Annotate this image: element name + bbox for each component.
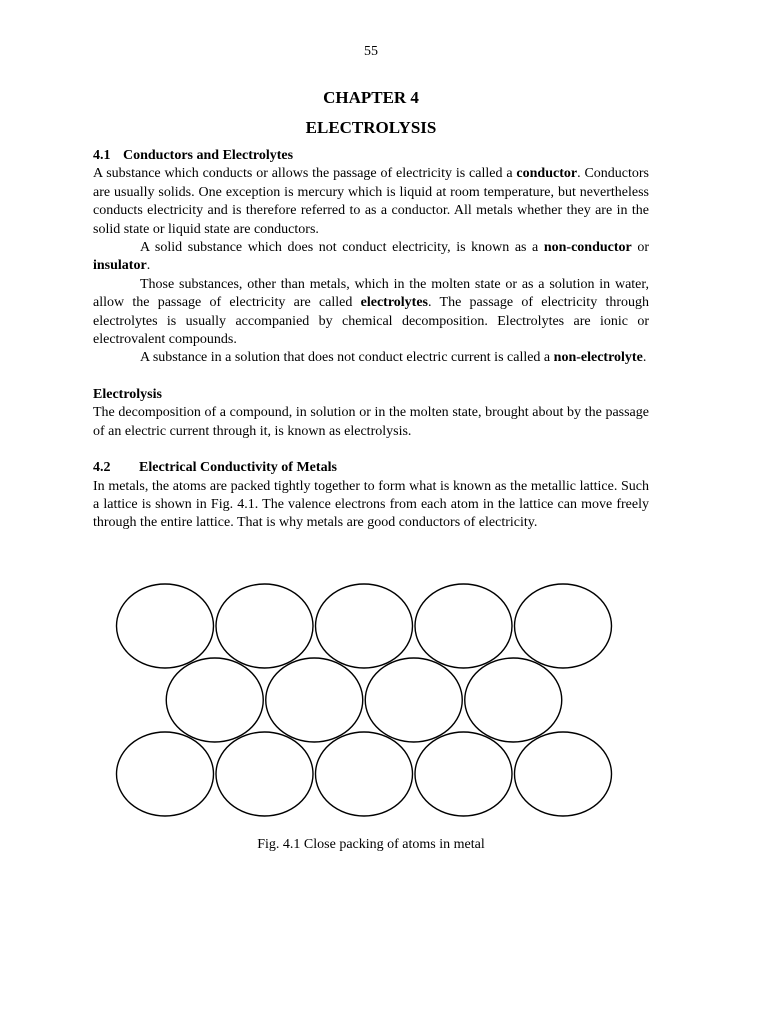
section-title: Conductors and Electrolytes [123, 148, 294, 163]
figure-caption: Fig. 4.1 Close packing of atoms in metal [257, 837, 485, 852]
atom-circle [316, 732, 413, 816]
paragraph-non-electrolyte [93, 349, 649, 367]
atom-circle [415, 732, 512, 816]
text-run: . Conductors are usually solids. One exception is mercury which is liquid at room temperature, but nevertheless conducts electricity and is therefore referred to as a conductor. All metals whether they are in the solid state or liquid state are conductors. [93, 166, 649, 237]
term-non-conductor: non-conductor [543, 240, 632, 256]
atom-circle [316, 584, 413, 668]
paragraph-electrolytes [93, 276, 649, 350]
figure-atom-lattice [110, 578, 620, 828]
document-body [93, 147, 649, 533]
text-run: A solid substance which does not conduct electricity, is known as a [140, 240, 544, 256]
section-4-1-heading [93, 147, 649, 165]
atom-circle [117, 732, 214, 816]
term-insulator: insulator [93, 258, 147, 274]
section-title: Electrical Conductivity of Metals [139, 460, 337, 476]
atom-circle [365, 658, 462, 742]
atom-circle [415, 584, 512, 668]
term-conductor: conductor [516, 166, 578, 182]
paragraph-conductor [93, 165, 649, 239]
atom-circle [515, 732, 612, 816]
text-run: or [631, 240, 649, 256]
page-number: 55 [364, 44, 378, 59]
term-non-electrolyte: non-electrolyte [553, 350, 643, 366]
paragraph-non-conductor [93, 239, 649, 276]
chapter-title: CHAPTER 4 [323, 88, 419, 107]
lattice-diagram [110, 578, 620, 828]
paragraph-electrolysis: The decomposition of a compound, in solution or in the molten state, brought about by the passage of an electric current through it, is known as electrolysis. [93, 405, 649, 439]
atom-circle [166, 658, 263, 742]
text-run: A substance in a solution that does not conduct electric current is called a [140, 350, 554, 366]
atom-circle [216, 584, 313, 668]
text-run: A substance which conducts or allows the passage of electricity is called a [93, 166, 517, 182]
text-run: Those substances, other than metals, which in the molten state or as a solution in water, allow the passage of electricity are called [93, 276, 649, 311]
atom-circle [465, 658, 562, 742]
electrolysis-heading: Electrolysis [93, 386, 162, 402]
text-run: . [642, 350, 647, 366]
section-number: 4.1 [93, 148, 111, 163]
section-number: 4.2 [93, 460, 111, 476]
section-4-2-heading [93, 459, 649, 477]
atom-circle [216, 732, 313, 816]
paragraph-metal-conductivity: In metals, the atoms are packed tightly together to form what is known as the metallic lattice. Such a lattice is shown in Fig. 4.1. The valence electrons from each atom in the lattice can move freely through the entire lattice. That is why metals are good conductors of electricity. [93, 478, 649, 531]
atom-circle [266, 658, 363, 742]
chapter-subtitle: ELECTROLYSIS [305, 118, 437, 137]
text-run: . [146, 258, 151, 274]
text-run: . The passage of electricity through electrolytes is usually accompanied by chemical decomposition. Electrolytes are ionic or electrovalent compounds. [93, 295, 649, 348]
atom-circle [117, 584, 214, 668]
atom-circle [515, 584, 612, 668]
term-electrolytes: electrolytes [360, 295, 429, 311]
